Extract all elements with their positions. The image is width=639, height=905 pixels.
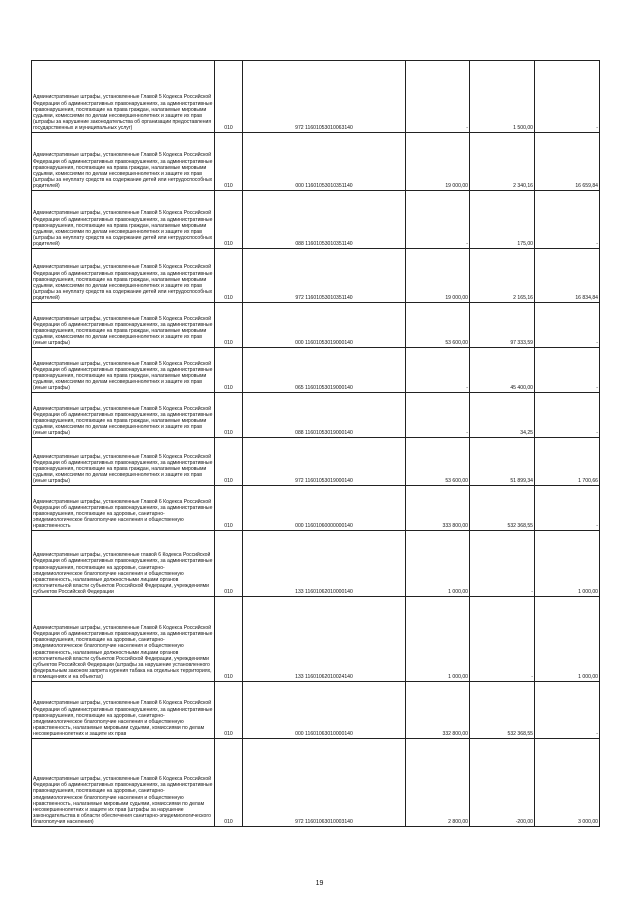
table-row <box>32 531 600 597</box>
row-code: 010 <box>215 61 243 133</box>
unexecuted-amount: - <box>535 61 600 133</box>
row-code: 010 <box>215 348 243 393</box>
row-code: 010 <box>215 531 243 597</box>
approved-amount: 19 000,00 <box>406 133 470 191</box>
row-code: 010 <box>215 133 243 191</box>
table-row <box>32 486 600 531</box>
row-name: Административные штрафы, установленные Главой 6 Кодекса Российской Федерации об административных правонарушениях, за административные правонарушения, посягающие на здоровье, санитарно-эпидемиологическое благополучие населения и общественную нравственность, налагаемые мировыми судьями, комиссиями по делам несовершеннолетних и защите их прав <box>32 682 215 739</box>
executed-amount: 532 368,55 <box>470 486 535 531</box>
row-kbk: 000 11601063010000140 <box>243 682 406 739</box>
approved-amount: - <box>406 393 470 438</box>
executed-amount: - <box>470 531 535 597</box>
executed-amount: -200,00 <box>470 739 535 827</box>
row-name: Административные штрафы, установленные Главой 5 Кодекса Российской Федерации об административных правонарушениях, за административные правонарушения, посягающие на права граждан, налагаемые мировыми судьями, комиссиями по делам несовершеннолетних и защите их прав (иные штрафы) <box>32 303 215 348</box>
unexecuted-amount: 3 000,00 <box>535 739 600 827</box>
executed-amount: 2 340,16 <box>470 133 535 191</box>
row-kbk: 972 11601053010063140 <box>243 61 406 133</box>
row-kbk: 133 11601062010000140 <box>243 531 406 597</box>
row-kbk: 000 11601060000000140 <box>243 486 406 531</box>
row-name: Административные штрафы, установленные Главой 5 Кодекса Российской Федерации об административных правонарушениях, за административные правонарушения, посягающие на права граждан, налагаемые мировыми судьями, комиссиями по делам несовершеннолетних и защите их прав (иные штрафы) <box>32 438 215 486</box>
table-row <box>32 191 600 249</box>
unexecuted-amount: - <box>535 303 600 348</box>
approved-amount: 332 800,00 <box>406 682 470 739</box>
unexecuted-amount: - <box>535 682 600 739</box>
approved-amount: 19 000,00 <box>406 249 470 303</box>
unexecuted-amount: 1 000,00 <box>535 531 600 597</box>
executed-amount: 51 899,34 <box>470 438 535 486</box>
table-row <box>32 348 600 393</box>
row-code: 010 <box>215 393 243 438</box>
row-code: 010 <box>215 438 243 486</box>
table-row <box>32 438 600 486</box>
row-kbk: 000 11601053010351140 <box>243 133 406 191</box>
row-code: 010 <box>215 486 243 531</box>
executed-amount: 1 500,00 <box>470 61 535 133</box>
row-name: Административные штрафы, установленные Главой 6 Кодекса Российской Федерации об административных правонарушениях, за административные правонарушения, посягающие на здоровье, санитарно-эпидемиологическое благополучие населения и общественную нравственность, налагаемые мировыми судьями, комиссиями по делам несовершеннолетних и защите их прав (штрафы за нарушение законодательства в области обеспечения санитарно-эпидемиологического благополучия населения) <box>32 739 215 827</box>
table-row <box>32 133 600 191</box>
row-name: Административные штрафы, установленные Главой 5 Кодекса Российской Федерации об административных правонарушениях, за административные правонарушения, посягающие на права граждан, налагаемые мировыми судьями, комиссиями по делам несовершеннолетних и защите их прав (штрафы за неуплату средств на содержание детей или нетрудоспособных родителей) <box>32 191 215 249</box>
row-code: 010 <box>215 191 243 249</box>
unexecuted-amount: - <box>535 486 600 531</box>
table-row <box>32 249 600 303</box>
approved-amount: - <box>406 348 470 393</box>
approved-amount: 333 800,00 <box>406 486 470 531</box>
approved-amount: 1 000,00 <box>406 597 470 682</box>
row-name: Административные штрафы, установленные Главой 5 Кодекса Российской Федерации об административных правонарушениях, за административные правонарушения, посягающие на права граждан, налагаемые мировыми судьями, комиссиями по делам несовершеннолетних и защите их прав (штрафы за неуплату средств на содержание детей или нетрудоспособных родителей) <box>32 249 215 303</box>
unexecuted-amount: 1 000,00 <box>535 597 600 682</box>
table-row <box>32 682 600 739</box>
unexecuted-amount: - <box>535 191 600 249</box>
row-kbk: 088 11601053010351140 <box>243 191 406 249</box>
executed-amount: 2 165,16 <box>470 249 535 303</box>
row-code: 010 <box>215 682 243 739</box>
approved-amount: 1 000,00 <box>406 531 470 597</box>
table-row <box>32 303 600 348</box>
executed-amount: 34,25 <box>470 393 535 438</box>
executed-amount: 532 368,55 <box>470 682 535 739</box>
table-row <box>32 393 600 438</box>
row-code: 010 <box>215 303 243 348</box>
approved-amount: - <box>406 61 470 133</box>
approved-amount: 53 600,00 <box>406 303 470 348</box>
row-kbk: 133 11601062010024140 <box>243 597 406 682</box>
unexecuted-amount: 1 700,66 <box>535 438 600 486</box>
executed-amount: 175,00 <box>470 191 535 249</box>
row-name: Административные штрафы, установленные Главой 5 Кодекса Российской Федерации об административных правонарушениях, за административные правонарушения, посягающие на права граждан, налагаемые мировыми судьями, комиссиями по делам несовершеннолетних и защите их прав (иные штрафы) <box>32 348 215 393</box>
row-code: 010 <box>215 739 243 827</box>
table-row <box>32 597 600 682</box>
row-name: Административные штрафы, установленные главой 6 Кодекса Российской Федерации об административных правонарушениях, за административные правонарушения, посягающие на здоровье, санитарно-эпидемиологическое благополучие населения и общественную нравственность, налагаемые должностными лицами органов исполнительной власти субъектов Российской Федерации, учреждениями субъектов Российской Федерации <box>32 531 215 597</box>
row-name: Административные штрафы, установленные Главой 6 Кодекса Российской Федерации об административных правонарушениях, за административные правонарушения, посягающие на здоровье, санитарно-эпидемиологическое благополучие населения и общественную нравственность, налагаемые должностными лицами органов исполнительной власти субъектов Российской Федерации, учреждениями субъектов Российской Федерации (штрафы за нарушение установленного федеральным законом запрета курения табака на отдельных территориях, в помещениях и на объектах) <box>32 597 215 682</box>
approved-amount: 2 800,00 <box>406 739 470 827</box>
executed-amount: 45 400,00 <box>470 348 535 393</box>
unexecuted-amount: 16 659,84 <box>535 133 600 191</box>
row-kbk: 972 11601053019000140 <box>243 438 406 486</box>
page-number: 19 <box>315 880 324 887</box>
unexecuted-amount: - <box>535 393 600 438</box>
row-name: Административные штрафы, установленные Главой 5 Кодекса Российской Федерации об административных правонарушениях, за административные правонарушения, посягающие на права граждан, налагаемые мировыми судьями, комиссиями по делам несовершеннолетних и защите их прав (иные штрафы) <box>32 393 215 438</box>
executed-amount: - <box>470 597 535 682</box>
row-kbk: 972 11601053010351140 <box>243 249 406 303</box>
revenue-table <box>31 60 600 827</box>
row-kbk: 000 11601053019000140 <box>243 303 406 348</box>
row-name: Административные штрафы, установленные Главой 5 Кодекса Российской Федерации об административных правонарушениях, за административные правонарушения, посягающие на права граждан, налагаемые мировыми судьями, комиссиями по делам несовершеннолетних и защите их прав (штрафы за нарушение законодательства об организации предоставления государственных и муниципальных услуг) <box>32 61 215 133</box>
row-code: 010 <box>215 249 243 303</box>
table-body <box>32 61 600 827</box>
row-kbk: 088 11601053019000140 <box>243 393 406 438</box>
row-kbk: 972 11601063010003140 <box>243 739 406 827</box>
unexecuted-amount: 16 834,84 <box>535 249 600 303</box>
row-kbk: 065 11601053019000140 <box>243 348 406 393</box>
approved-amount: - <box>406 191 470 249</box>
executed-amount: 97 333,59 <box>470 303 535 348</box>
row-name: Административные штрафы, установленные Главой 6 Кодекса Российской Федерации об административных правонарушениях, за административные правонарушения, посягающие на здоровье, санитарно-эпидемиологическое благополучие населения и общественную нравственность <box>32 486 215 531</box>
approved-amount: 53 600,00 <box>406 438 470 486</box>
table-row <box>32 739 600 827</box>
row-name: Административные штрафы, установленные Главой 5 Кодекса Российской Федерации об административных правонарушениях, за административные правонарушения, посягающие на права граждан, налагаемые мировыми судьями, комиссиями по делам несовершеннолетних и защите их прав (штрафы за неуплату средств на содержание детей или нетрудоспособных родителей) <box>32 133 215 191</box>
unexecuted-amount: - <box>535 348 600 393</box>
row-code: 010 <box>215 597 243 682</box>
table-row <box>32 61 600 133</box>
